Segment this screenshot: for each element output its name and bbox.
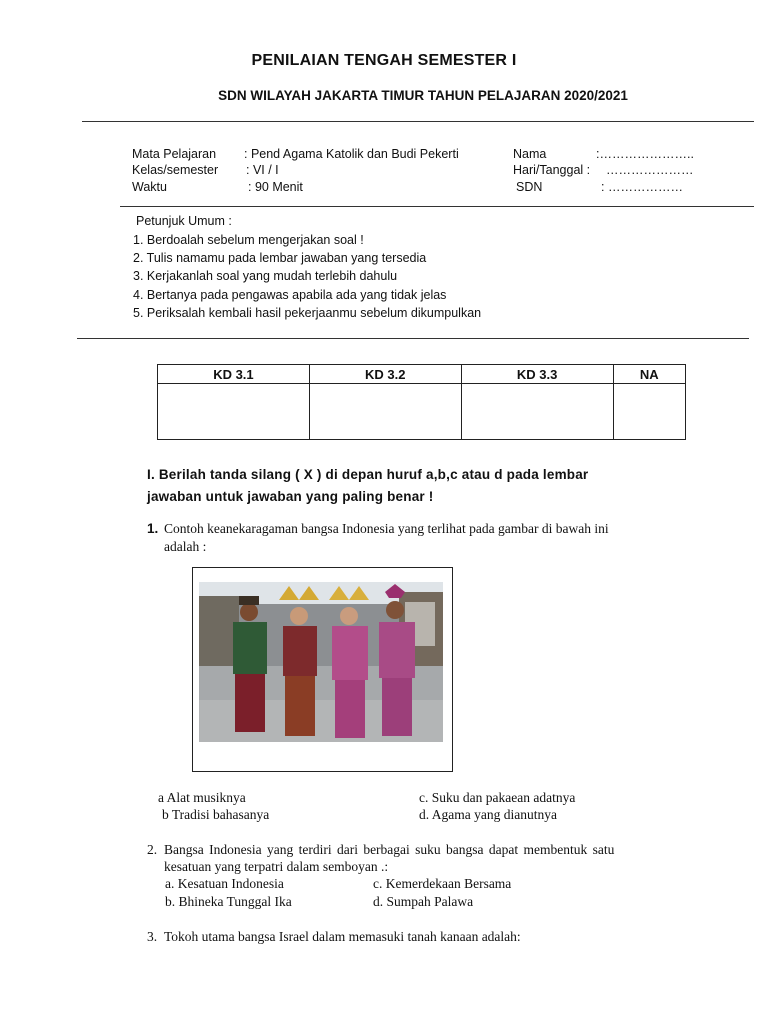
traditional-costume-photo [199, 582, 443, 742]
name-label: Nama [513, 147, 547, 161]
answer-option-c[interactable]: c. Suku dan pakaean adatnya [419, 790, 576, 805]
score-cell-na[interactable] [613, 384, 685, 440]
header-rule-bottom [120, 206, 754, 207]
instruction-item: 5. Periksalah kembali hasil pekerjaanmu sebelum dikumpulkan [133, 306, 482, 320]
question-number: 1. [147, 521, 159, 536]
class-value: : VI / I [246, 163, 279, 177]
answer-option-c[interactable]: c. Kemerdekaan Bersama [373, 876, 512, 891]
score-header-kd33: KD 3.3 [461, 365, 613, 384]
time-label: Waktu [132, 180, 167, 194]
score-table [157, 364, 686, 440]
subject-label: Mata Pelajaran [132, 147, 217, 161]
answer-option-d[interactable]: d. Agama yang dianutnya [419, 807, 557, 822]
score-header-kd32: KD 3.2 [309, 365, 461, 384]
score-cell-kd32[interactable] [309, 384, 461, 440]
school-label: SDN [516, 180, 543, 194]
date-label: Hari/Tanggal : [513, 163, 591, 177]
instructions-heading: Petunjuk Umum : [136, 214, 232, 228]
question-number: 3. [147, 929, 158, 944]
score-header-na: NA [613, 365, 685, 384]
question-number: 2. [147, 842, 158, 857]
subject-value: : Pend Agama Katolik dan Budi Pekerti [244, 147, 459, 161]
answer-option-b[interactable]: b. Bhineka Tunggal Ika [165, 894, 292, 909]
time-value: : 90 Menit [248, 180, 303, 194]
score-table-header-row [158, 365, 686, 384]
instruction-item: 1. Berdoalah sebelum mengerjakan soal ! [133, 233, 364, 247]
section-instruction: I. Berilah tanda silang ( X ) di depan huruf a,b,c atau d pada lembar [147, 467, 589, 482]
instruction-item: 3. Kerjakanlah soal yang mudah terlebih dahulu [133, 269, 398, 283]
score-cell-kd31[interactable] [158, 384, 310, 440]
class-label: Kelas/semester [132, 163, 219, 177]
name-field[interactable]: :………………….. [596, 147, 694, 161]
answer-option-d[interactable]: d. Sumpah Palawa [373, 894, 474, 909]
school-field[interactable]: : ……………… [601, 180, 683, 194]
answer-option-a[interactable]: a Alat musiknya [158, 790, 246, 805]
score-table-value-row [158, 384, 686, 440]
answer-option-a[interactable]: a. Kesatuan Indonesia [165, 876, 284, 891]
section-instruction-cont: jawaban untuk jawaban yang paling benar ! [147, 489, 434, 504]
answer-option-b[interactable]: b Tradisi bahasanya [162, 807, 270, 822]
header-rule-top [82, 121, 754, 122]
question-text: Contoh keanekaragaman bangsa Indonesia yang terlihat pada gambar di bawah ini [164, 521, 609, 536]
score-cell-kd33[interactable] [461, 384, 613, 440]
instruction-item: 2. Tulis namamu pada lembar jawaban yang tersedia [133, 251, 427, 265]
instruction-item: 4. Bertanya pada pengawas apabila ada yang tidak jelas [133, 288, 447, 302]
instructions-rule [77, 338, 749, 339]
exam-title: PENILAIAN TENGAH SEMESTER I [251, 52, 517, 69]
date-field[interactable]: ………………… [606, 163, 694, 177]
question-text: Tokoh utama bangsa Israel dalam memasuki tanah kanaan adalah: [164, 929, 521, 944]
exam-subtitle: SDN WILAYAH JAKARTA TIMUR TAHUN PELAJARAN 2020/2021 [218, 88, 628, 103]
score-header-kd31: KD 3.1 [158, 365, 310, 384]
question-text-cont: adalah : [164, 539, 207, 554]
question-text: Bangsa Indonesia yang terdiri dari berbagai suku bangsa dapat membentuk satu [164, 842, 615, 857]
question-text-cont: kesatuan yang terpatri dalam semboyan .: [164, 859, 389, 874]
